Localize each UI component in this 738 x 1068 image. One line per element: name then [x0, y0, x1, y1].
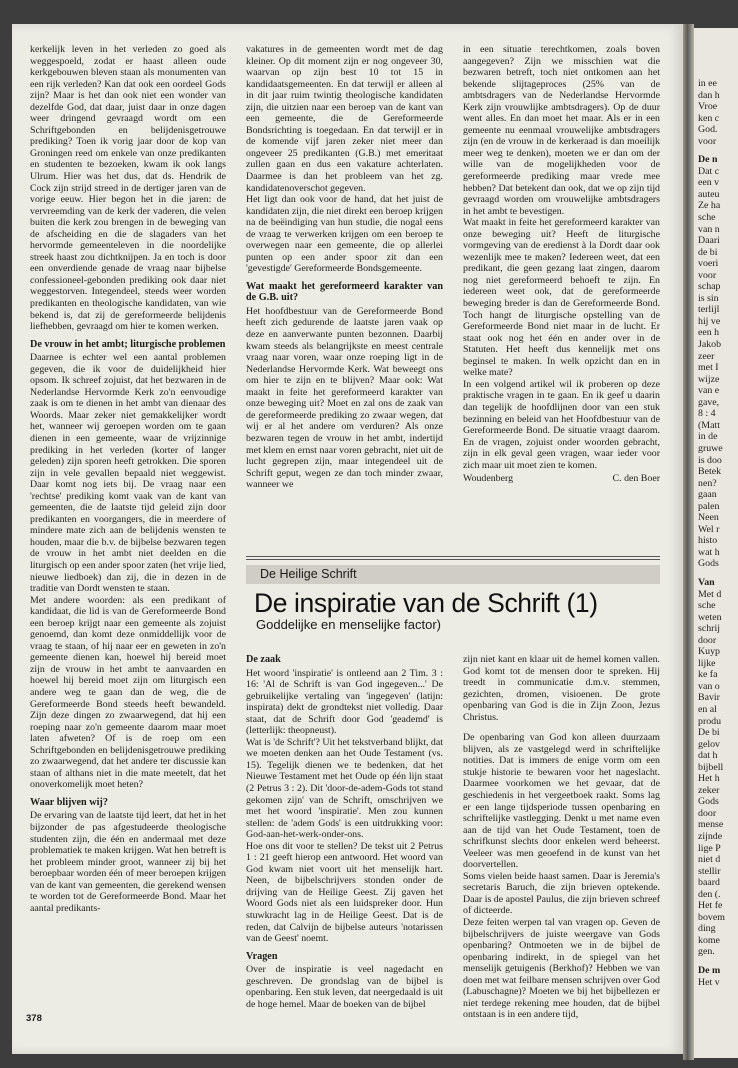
sign-author: C. den Boer [612, 473, 660, 485]
signature-line [463, 473, 660, 485]
next-page-line: dan h [698, 89, 720, 101]
paragraph: Hoe ons dit voor te stellen? De tekst uit 2 Petrus 1 : 21 geeft hierop een antwoord. Het woord van God kwam niet voort uit het menselijk hart. Neen, de bijbelschrijvers stonden onder de drijving van de Heilige Geest. Zij gaven het Woord Gods niet als een luidspreker door. Hun stuwkracht lag in de Heilige Geest. Dat is de reden, dat Calvijn de bijbelse auteurs 'notarissen van de Geest' noemt. [246, 840, 443, 945]
paragraph: Het hoofdbestuur van de Gereformeerde Bond heeft zich gedurende de laatste jaren vaak op deze en aanverwante punten bezonnen. Daarbij kwam steeds als belangrijkste en meest centrale vraag naar voren, waar onze roeping ligt in de Nederlandse Hervormde Kerk. Wat beweegt ons om hier te zijn en te blijven? Maar ook: Wat maakt in feite het gereformeerd karakter van onze beweging uit? Moet en zal ons de zaak van de gereformeerde prediking zo zwaar wegen, dat wij er al het andere om verduren? Als onze bezwaren tegen de vrouw in het ambt, indertijd met klem en ernst naar voren gebracht, niet uit de lucht gegrepen zijn, maar integendeel uit de Schrift geput, wegen ze dan toch minder zwaar, wanneer we [246, 305, 443, 491]
next-page-line: Jakob [698, 339, 722, 351]
next-page-line: bijbell [698, 761, 724, 773]
column-left [30, 44, 226, 914]
next-page-line: Dat c [698, 165, 720, 177]
next-page-line: Neen [698, 512, 719, 524]
next-page-line: de bi [698, 246, 718, 258]
next-page-line: De bi [698, 727, 720, 739]
next-page-line: (Matt [698, 419, 720, 431]
next-page-line: nen? [698, 477, 717, 489]
next-page-heading: Van [698, 576, 715, 588]
paragraph: Het woord 'inspiratie' is ontleend aan 2 Tim. 3 : 16: 'Al de Schrift is van God ingegeven...' De gebruikelijke vertaling van 'ingegeven' (latijn: inspirata) dekt de grondtekst niet volledig. Daar staat, dat de Schrift door God 'geademd' is (letterlijk: theopneust). [246, 667, 443, 737]
paragraph: Wat maakt in feite het gereformeerd karakter van onze beweging uit? Heeft de liturgische vormgeving van de eredienst à la Dordt daar ook wezenlijk mee te maken? Iedereen weet, dat een predikant, die geen gezang laat zingen, daarom nog niet gereformeerd behoeft te zijn. En iedereen weet ook, dat de gereformeerde beweging breder is dan de Gereformeerde Bond. Toch hangt de liturgische opstelling van de Gereformeerde Bond niet maar in de lucht. Er staat ook nog het één en ander over in de Statuten. Het heeft dus kennelijk met ons beginsel te maken. In welk opzicht dan en in welke mate? [463, 217, 660, 379]
next-page-line: gaan [698, 489, 717, 501]
next-page-line: histo [698, 535, 718, 547]
section-heading: De zaak [246, 654, 281, 665]
next-page-heading: De n [698, 154, 718, 166]
next-page-line: weten [698, 611, 722, 623]
next-page-line: een h [698, 327, 720, 339]
next-page-line: gelov [698, 738, 720, 750]
next-page-line: baard [698, 877, 720, 889]
paragraph: vakatures in de gemeenten wordt met de dag kleiner. Op dit moment zijn er nog ongeveer 30, waarvan op zijn best 10 tot 15 in kandidaatsgemeenten. En dat terwijl er alleen al in dit jaar ruim twintig theologische kandidaten zijn, die uitzien naar een beroep van de kant van een gemeente, die de Gereformeerde Bondsrichting is toegedaan. En dat terwijl er in de komende vijf jaren zeker niet meer dan ongeveer 25 predikanten (G.B.) met emeritaat zullen gaan en dus een vakature achterlaten. Daarmee is dan het probleem van het zg. kandidatenoverschot gegeven. [246, 44, 443, 194]
paragraph: Wat is 'de Schrift'? Uit het tekstverband blijkt, dat we moeten denken aan het Oude Testament (vs. 15). Tegelijk dienen we te bedenken, dat het Nieuwe Testament met het Oude op één lijn staat (2 Petrus 3 : 2). Dit 'door-de-adem-Gods tot stand gekomen zijn' van de Schrift, omschrijven we met het woord 'inspiratie'. Men zou kunnen stellen: de 'adem Gods' is een uitdrukking voor: God-aan-het-werk-onder-ons. [246, 736, 443, 841]
next-page-line: van n [698, 223, 720, 235]
next-page-line: Het h [698, 773, 720, 785]
next-page-line: in de [698, 431, 718, 443]
next-page-line: wijze [698, 373, 720, 385]
next-page-line: in ee [698, 78, 717, 89]
next-page-line: mense [698, 819, 724, 831]
page-number: 378 [26, 1013, 42, 1024]
next-page-line: Daari [698, 235, 720, 247]
column-right [463, 44, 660, 485]
next-page-line: den (. [698, 888, 721, 900]
next-page-line: Kuyp [698, 646, 720, 658]
paragraph: Soms vielen beide haast samen. Daar is Jeremia's secretaris Baruch, die zijn brieven optekende. Daar is de apostel Paulus, die zijn brieven schreef of dicteerde. [463, 870, 660, 917]
next-page-line: Gods [698, 796, 719, 808]
next-page-line: auteu [698, 188, 720, 200]
paragraph: De ervaring van de laatste tijd leert, dat het in het bijzonder de pas afgestudeerde theologische studenten zijn, die één en andermaal met deze problematiek te maken krijgen. Wat hen betreft is het probleem minder groot, wanneer zij bij het beroepbaar worden één of meer beroepen krijgen van de kant van gemeenten, die gerekend wensen te worden tot de Gereformeerde Bond. Maar het aantal predikants- [30, 810, 226, 914]
next-page-line: zeker [698, 784, 720, 796]
next-page-line: gen. [698, 946, 715, 958]
next-page-line: sche [698, 600, 716, 612]
next-page-line: voor [698, 135, 717, 147]
next-page-line: Het fe [698, 900, 723, 912]
next-page-line: ke fa [698, 669, 718, 681]
next-page-line: ding [698, 923, 716, 935]
next-page-line: zeer [698, 350, 715, 362]
banner-label: De Heilige Schrift [260, 567, 357, 581]
next-page-line: door [698, 807, 717, 819]
next-page-line: Wel r [698, 523, 720, 535]
paragraph: Het ligt dan ook voor de hand, dat het juist de kandidaten zijn, die niet direkt een beroep krijgen na de beëindiging van hun studie, die nogal eens de vraag te verwerken krijgen om een beroep te overwegen naar een gemeente, die op allerlei punten op een ander spoor zit dan een 'gevestigde' Gereformeerde Bondsgemeente. [246, 194, 443, 275]
next-page-line: van e [698, 385, 720, 397]
next-page-line: 8 : 4 [698, 408, 716, 420]
next-page-line: Het v [698, 976, 720, 988]
next-page-line: en al [698, 703, 717, 715]
next-page-line: door [698, 634, 717, 646]
article-column-b [463, 654, 660, 1021]
article-title: De inspiratie van de Schrift (1) [254, 588, 598, 618]
section-banner [246, 565, 660, 584]
next-page-line: Ze ha [698, 200, 721, 212]
next-page-text [698, 78, 738, 988]
next-page-line: voeri [698, 258, 719, 270]
page-right-cropped [694, 28, 738, 1058]
divider [246, 556, 660, 557]
next-page-line: produ [698, 715, 722, 727]
section-heading: Wat maakt het gereformeerd karakter van de G.B. uit? [246, 280, 443, 304]
next-page-line: wat h [698, 546, 720, 558]
binding-gutter [683, 24, 694, 1060]
next-page-line: is sin [698, 292, 719, 304]
next-page-line: niet d [698, 854, 721, 866]
next-page-line: Met d [698, 588, 722, 600]
article-subtitle: Goddelijke en menselijke factor) [256, 617, 441, 632]
next-page-line: een v [698, 177, 720, 189]
column-middle [246, 44, 443, 491]
next-page-line: gruwe [698, 442, 723, 454]
paragraph: In een volgend artikel wil ik proberen op deze praktische vragen in te gaan. En ik geef u daarin dan tegelijk de hoofdlijnen door van een stuk bezinning en beleid van het Hoofdbestuur van de Gereformeerde Bond. De situatie vraagt daarom. En de vragen, zojuist onder woorden gebracht, zijn in elk geval geen vragen, waar ieder voor zich maar uit moet zien te komen. [463, 378, 660, 471]
next-page-heading: De m [698, 965, 721, 977]
next-page-line: schap [698, 281, 721, 293]
next-page-line: lige P [698, 842, 721, 854]
next-page-line: sche [698, 212, 716, 224]
next-page-line: schrij [698, 623, 720, 635]
next-page-line: gave, [698, 396, 720, 408]
next-page-line: Bavir [698, 692, 720, 704]
next-page-line: Betek [698, 466, 722, 478]
next-page-line: ken c [698, 112, 720, 124]
paragraph: kerkelijk leven in het verleden zo goed als weggespoeld, zodat er haast alleen oude kerkgebouwen bleven staan als monumenten van een rijk verleden? Kan dat ook een oordeel Gods zijn? Maar is het dan ook niet een wonder van dezelfde God, dat daar, juist daar in onze dagen weer dringend gevraagd wordt om een Schriftgebonden en belijdenisgetrouwe prediking? Toen ik vorig jaar door de kop van Groningen reed om enkele van onze predikanten en studenten te bezoeken, kwam ik ook langs Ulrum. Hier was het dus, dat ds. Hendrik de Cock zijn strijd streed in de dertiger jaren van de vorige eeuw. Hier begon het in die jaren: de vervreemding van de kerk der vaderen, die velen buiten die kerk zou brengen in de beweging van de afscheiding en die de slagaders van het hervormde gemeenteleven in die noordelijke streek haast zou dichtknijpen. Ja en toch is door een onverdiende genade de vraag naar bijbelse confessioneel-gebonden prediking ook daar niet weggestorven. Integendeel, steeds weer worden predikanten en theologische kandidaten, van wie bekend is, dat zij de gereformeerde belijdenis liefhebben, gevraagd om hier te komen werken. [30, 44, 226, 333]
paragraph: Over de inspiratie is veel nagedacht en geschreven. De grondslag van de bijbel is openbaring. Een stuk leven, dat neergedaald is uit de hoge hemel. Maar de boeken van de bijbel [246, 964, 443, 1010]
next-page-line: lijke [698, 657, 716, 669]
next-page-line: Vroe [698, 101, 718, 113]
next-page-line: is doo [698, 454, 722, 466]
sign-place: Woudenberg [463, 473, 514, 485]
divider [246, 559, 660, 560]
next-page-line: met I [698, 362, 719, 374]
paragraph: Daarnee is echter wel een aantal problemen gegeven, die ik voor de duidelijkheid hier opsom. Ik schreef zojuist, dat het bezwaren in de Nederlandse Hervormde Kerk zo'n eenvoudige zaak is om te dienen in het ambt van dienaar des Woords. Maar zeker niet gemakkelijker wordt het, wanneer wij geroepen worden om te gaan dienen in een gemeente, waar de vrijzinnige prediking in het verleden (korter of langer geleden) zijn sporen heeft getrokken. Die sporen zijn in vele gevallen bepaald niet weggewist. Daar komt nog iets bij. De vraag naar een 'rechtse' prediking komt vaak van de kant van gemeenten, die de laatste tijd geleid zijn door predikanten en voorgangers, die in meerdere of mindere mate zich aan de belijdenis wensten te houden, maar die b.v. de bijbelse bezwaren tegen de vrouw in het ambt niet deelden en die liturgisch op een ander spoor zaten (het vrije lied, nieuwe liedboek) dan zij, die in dezen in de traditie van Dordt wensten te staan. [30, 352, 226, 595]
section-heading: De vrouw in het ambt; liturgische problemen [30, 338, 226, 350]
paragraph: zijn niet kant en klaar uit de hemel komen vallen. God komt tot de mensen door te spreken. Hij treedt in communicatie d.m.v. stemmen, gezichten, dromen, visioenen. De grote openbaring van God is die in Zijn Zoon, Jezus Christus. [463, 654, 660, 723]
next-page-line: hij ve [698, 315, 721, 327]
next-page-line: kome [698, 934, 720, 946]
next-page-line: dat h [698, 750, 718, 762]
section-heading: Waar blijven wij? [30, 796, 108, 808]
next-page-line: van o [698, 680, 720, 692]
next-page-line: zijnde [698, 831, 723, 842]
next-page-line: terlijl [698, 304, 720, 316]
next-page-line: Gods [698, 558, 719, 570]
next-page-line: palen [698, 500, 720, 512]
next-page-line: God. [698, 124, 718, 136]
article-column-a [246, 654, 443, 1010]
section-heading: Vragen [246, 950, 278, 962]
next-page-line: voor [698, 269, 717, 281]
next-page-line: bovem [698, 911, 725, 923]
next-page-line: stellir [698, 865, 721, 877]
paragraph: Deze feiten werpen tal van vragen op. Geven de bijbelschrijvers de juiste weergave van Gods openbaring? Ontmoeten we in de bijbel de openbaring indirekt, in de spiegel van het menselijk getuigenis (Berkhof)? Hebben we van doen met wat feilbare mensen schrijven over God (Labuschagne)? Moeten we bij het bijbellezen er niet terdege rekening mee houden, dat de bijbel ontstaan is in een andere tijd, [463, 917, 660, 1021]
paragraph: De openbaring van God kon alleen duurzaam blijven, als ze vastgelegd werd in schriftelijke notities. Dat is immers de enige vorm om een stukje historie te bewaren voor het nageslacht. Daarmee voorkomen we het gevaar, dat de geschiedenis in het vergeetboek raakt. Soms lag er een lange tijdsperiode tussen openbaring en schriftelijke vastlegging. Denkt u met name even aan de tijd van het Oude Testament, toen de schrifkunst slechts door enkelen werd beheerst. Veeleer was men geoefend in de kunst van het doorvertellen. [463, 732, 660, 871]
paragraph: Met andere woorden: als een predikant of kandidaat, die lid is van de Gereformeerde Bond een beroep krijgt naar een gemeente als zojuist genoemd, dan komt deze onmiddellijk voor de vraag te staan, of hij naar eer en geweten in zo'n gemeente dienen kan, hoewel hij bereid moet zijn de vrouw in het ambt te aanvaarden en hoewel hij bereid moet zijn om liturgisch een andere weg te gaan dan de weg, die de Gereformeerde Bond steeds heeft bewandeld. Zijn deze dingen zo zwaarwegend, dat hij een roeping naar zo'n gemeente daarom maar moet laten afweten? Of is de roep om een Schriftgebonden en belijdenisgetrouwe prediking zo zwaarwegend, dat het andere ter discussie kan staan of althans niet in die mate meetelt, dat het onoverkomelijk moet heten? [30, 594, 226, 791]
paragraph: in een situatie terechtkomen, zoals boven aangegeven? Zijn we misschien wat die bezwaren betreft, toch niet ontkomen aan het bekende slijtageproces (25% van de ambtsdragers van de Nederlandse Hervormde Kerk zijn vrouwlijke ambtsdragers). Op de duur went alles. En dan moet het maar. Als er in een gemeente nu eenmaal vrouwelijke ambtsdragers zijn (en de vrouw in de kerkeraad is dan moeilijk meer weg te denken), moeten we er dan om der wille van de mogelijkheden voor de gereformeerde prediking maar vrede mee hebben? Dat betekent dan ook, dat we op zijn tijd gevraagd worden om vrouwelijke ambtsdragers in het ambt te bevestigen. [463, 44, 660, 217]
